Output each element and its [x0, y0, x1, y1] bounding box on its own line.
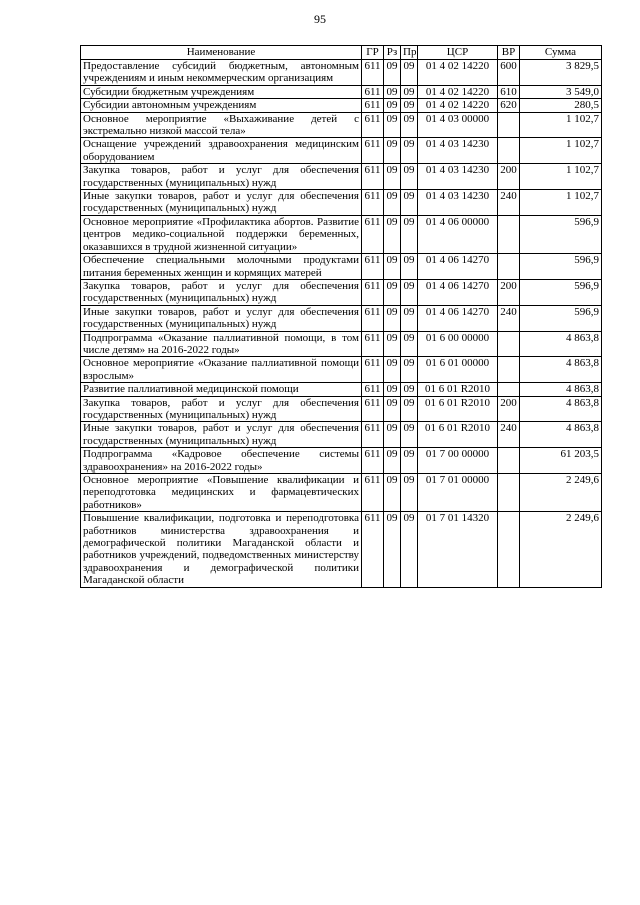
cell-vr	[498, 331, 520, 357]
cell-vr: 600	[498, 60, 520, 86]
cell-rz: 09	[384, 422, 401, 448]
cell-pr: 09	[401, 357, 418, 383]
cell-rz: 09	[384, 474, 401, 512]
cell-gr: 611	[362, 138, 384, 164]
cell-sum: 1 102,7	[520, 190, 602, 216]
cell-pr: 09	[401, 448, 418, 474]
table-row	[81, 164, 602, 190]
cell-gr: 611	[362, 396, 384, 422]
cell-vr: 620	[498, 99, 520, 112]
cell-csr: 01 4 02 14220	[418, 99, 498, 112]
cell-sum: 596,9	[520, 215, 602, 253]
cell-gr: 611	[362, 383, 384, 396]
table-row	[81, 474, 602, 512]
cell-sum: 2 249,6	[520, 512, 602, 587]
table-row	[81, 396, 602, 422]
cell-name: Основное мероприятие «Оказание паллиативной помощи взрослым»	[81, 357, 362, 383]
cell-csr: 01 7 01 00000	[418, 474, 498, 512]
cell-pr: 09	[401, 138, 418, 164]
cell-sum: 61 203,5	[520, 448, 602, 474]
table-row	[81, 254, 602, 280]
cell-gr: 611	[362, 279, 384, 305]
cell-rz: 09	[384, 112, 401, 138]
cell-pr: 09	[401, 422, 418, 448]
cell-rz: 09	[384, 331, 401, 357]
cell-name: Субсидии бюджетным учреждениям	[81, 85, 362, 98]
cell-vr	[498, 357, 520, 383]
cell-vr	[498, 254, 520, 280]
table-row	[81, 331, 602, 357]
cell-vr	[498, 383, 520, 396]
cell-sum: 4 863,8	[520, 383, 602, 396]
cell-sum: 4 863,8	[520, 422, 602, 448]
cell-name: Подпрограмма «Оказание паллиативной помощи, в том числе детям» на 2016-2022 годы»	[81, 331, 362, 357]
cell-sum: 596,9	[520, 279, 602, 305]
cell-sum: 4 863,8	[520, 357, 602, 383]
table-row	[81, 279, 602, 305]
cell-rz: 09	[384, 279, 401, 305]
cell-gr: 611	[362, 215, 384, 253]
cell-sum: 596,9	[520, 305, 602, 331]
cell-csr: 01 4 03 14230	[418, 138, 498, 164]
cell-name: Иные закупки товаров, работ и услуг для обеспечения государственных (муниципальных) нужд	[81, 305, 362, 331]
cell-name: Подпрограмма «Кадровое обеспечение системы здравоохранения» на 2016-2022 годы»	[81, 448, 362, 474]
table-row	[81, 305, 602, 331]
header-name: Наименование	[81, 46, 362, 60]
cell-csr: 01 4 06 14270	[418, 279, 498, 305]
cell-sum: 1 102,7	[520, 138, 602, 164]
cell-rz: 09	[384, 215, 401, 253]
cell-pr: 09	[401, 164, 418, 190]
cell-rz: 09	[384, 99, 401, 112]
cell-pr: 09	[401, 383, 418, 396]
cell-gr: 611	[362, 99, 384, 112]
cell-sum: 1 102,7	[520, 112, 602, 138]
cell-rz: 09	[384, 60, 401, 86]
header-vr: ВР	[498, 46, 520, 60]
cell-csr: 01 4 03 14230	[418, 190, 498, 216]
cell-rz: 09	[384, 85, 401, 98]
cell-vr	[498, 474, 520, 512]
cell-rz: 09	[384, 190, 401, 216]
cell-name: Иные закупки товаров, работ и услуг для обеспечения государственных (муниципальных) нужд	[81, 190, 362, 216]
cell-vr: 200	[498, 279, 520, 305]
cell-vr	[498, 215, 520, 253]
table-row	[81, 448, 602, 474]
cell-pr: 09	[401, 279, 418, 305]
table-row	[81, 190, 602, 216]
cell-gr: 611	[362, 112, 384, 138]
cell-sum: 596,9	[520, 254, 602, 280]
cell-gr: 611	[362, 448, 384, 474]
table-row	[81, 512, 602, 587]
cell-gr: 611	[362, 422, 384, 448]
cell-vr: 200	[498, 396, 520, 422]
cell-name: Закупка товаров, работ и услуг для обеспечения государственных (муниципальных) нужд	[81, 279, 362, 305]
cell-pr: 09	[401, 305, 418, 331]
header-csr: ЦСР	[418, 46, 498, 60]
cell-gr: 611	[362, 85, 384, 98]
cell-sum: 3 549,0	[520, 85, 602, 98]
cell-vr	[498, 138, 520, 164]
cell-name: Закупка товаров, работ и услуг для обеспечения государственных (муниципальных) нужд	[81, 396, 362, 422]
cell-sum: 280,5	[520, 99, 602, 112]
cell-pr: 09	[401, 396, 418, 422]
cell-sum: 4 863,8	[520, 396, 602, 422]
table-row	[81, 138, 602, 164]
cell-gr: 611	[362, 60, 384, 86]
cell-csr: 01 6 01 R2010	[418, 383, 498, 396]
cell-vr	[498, 448, 520, 474]
cell-csr: 01 4 02 14220	[418, 60, 498, 86]
cell-rz: 09	[384, 512, 401, 587]
header-sum: Сумма	[520, 46, 602, 60]
cell-csr: 01 4 06 00000	[418, 215, 498, 253]
cell-name: Закупка товаров, работ и услуг для обеспечения государственных (муниципальных) нужд	[81, 164, 362, 190]
cell-vr: 240	[498, 305, 520, 331]
cell-rz: 09	[384, 383, 401, 396]
header-pr: Пр	[401, 46, 418, 60]
table-row	[81, 99, 602, 112]
cell-csr: 01 4 06 14270	[418, 305, 498, 331]
cell-vr: 610	[498, 85, 520, 98]
cell-name: Обеспечение специальными молочными продуктами питания беременных женщин и кормящих матерей	[81, 254, 362, 280]
cell-csr: 01 4 02 14220	[418, 85, 498, 98]
cell-csr: 01 4 06 14270	[418, 254, 498, 280]
cell-name: Предоставление субсидий бюджетным, автономным учреждениям и иным некоммерческим организациям	[81, 60, 362, 86]
cell-vr: 240	[498, 190, 520, 216]
cell-pr: 09	[401, 190, 418, 216]
cell-vr	[498, 512, 520, 587]
cell-csr: 01 6 01 R2010	[418, 396, 498, 422]
cell-name: Основное мероприятие «Выхаживание детей с экстремально низкой массой тела»	[81, 112, 362, 138]
cell-vr: 240	[498, 422, 520, 448]
cell-pr: 09	[401, 85, 418, 98]
cell-rz: 09	[384, 396, 401, 422]
cell-pr: 09	[401, 474, 418, 512]
cell-gr: 611	[362, 190, 384, 216]
cell-pr: 09	[401, 60, 418, 86]
cell-name: Развитие паллиативной медицинской помощи	[81, 383, 362, 396]
cell-name: Основное мероприятие «Профилактика абортов. Развитие центров медико-социальной поддержки беременных, оказавшихся в трудной жизненной ситуации»	[81, 215, 362, 253]
cell-gr: 611	[362, 164, 384, 190]
table-row	[81, 85, 602, 98]
cell-rz: 09	[384, 357, 401, 383]
cell-rz: 09	[384, 164, 401, 190]
cell-sum: 2 249,6	[520, 474, 602, 512]
cell-name: Оснащение учреждений здравоохранения медицинским оборудованием	[81, 138, 362, 164]
cell-pr: 09	[401, 331, 418, 357]
cell-gr: 611	[362, 357, 384, 383]
cell-gr: 611	[362, 254, 384, 280]
cell-csr: 01 4 03 14230	[418, 164, 498, 190]
table-row	[81, 357, 602, 383]
cell-csr: 01 4 03 00000	[418, 112, 498, 138]
cell-rz: 09	[384, 448, 401, 474]
cell-name: Иные закупки товаров, работ и услуг для обеспечения государственных (муниципальных) нужд	[81, 422, 362, 448]
cell-csr: 01 6 01 R2010	[418, 422, 498, 448]
cell-vr	[498, 112, 520, 138]
table-row	[81, 60, 602, 86]
cell-pr: 09	[401, 112, 418, 138]
cell-csr: 01 6 01 00000	[418, 357, 498, 383]
header-row	[81, 46, 602, 60]
cell-gr: 611	[362, 331, 384, 357]
cell-sum: 3 829,5	[520, 60, 602, 86]
table-row	[81, 215, 602, 253]
cell-name: Субсидии автономным учреждениям	[81, 99, 362, 112]
cell-pr: 09	[401, 215, 418, 253]
cell-csr: 01 7 01 14320	[418, 512, 498, 587]
header-rz: Рз	[384, 46, 401, 60]
header-gr: ГР	[362, 46, 384, 60]
cell-rz: 09	[384, 254, 401, 280]
table-row	[81, 112, 602, 138]
cell-pr: 09	[401, 99, 418, 112]
cell-gr: 611	[362, 512, 384, 587]
cell-csr: 01 6 00 00000	[418, 331, 498, 357]
page-number: 95	[314, 12, 326, 26]
cell-name: Основное мероприятие «Повышение квалификации и переподготовка медицинских и фармацевтических работников»	[81, 474, 362, 512]
cell-gr: 611	[362, 474, 384, 512]
cell-csr: 01 7 00 00000	[418, 448, 498, 474]
cell-rz: 09	[384, 138, 401, 164]
cell-gr: 611	[362, 305, 384, 331]
cell-vr: 200	[498, 164, 520, 190]
cell-pr: 09	[401, 254, 418, 280]
cell-rz: 09	[384, 305, 401, 331]
cell-name: Повышение квалификации, подготовка и переподготовка работников министерства здравоохранения и демографической политики Магаданской области и работников учреждений, подведомственных министерству здравоохранения и демографической политики Магаданской области	[81, 512, 362, 587]
cell-sum: 1 102,7	[520, 164, 602, 190]
table-row	[81, 383, 602, 396]
budget-table	[80, 45, 602, 588]
cell-sum: 4 863,8	[520, 331, 602, 357]
table-row	[81, 422, 602, 448]
cell-pr: 09	[401, 512, 418, 587]
